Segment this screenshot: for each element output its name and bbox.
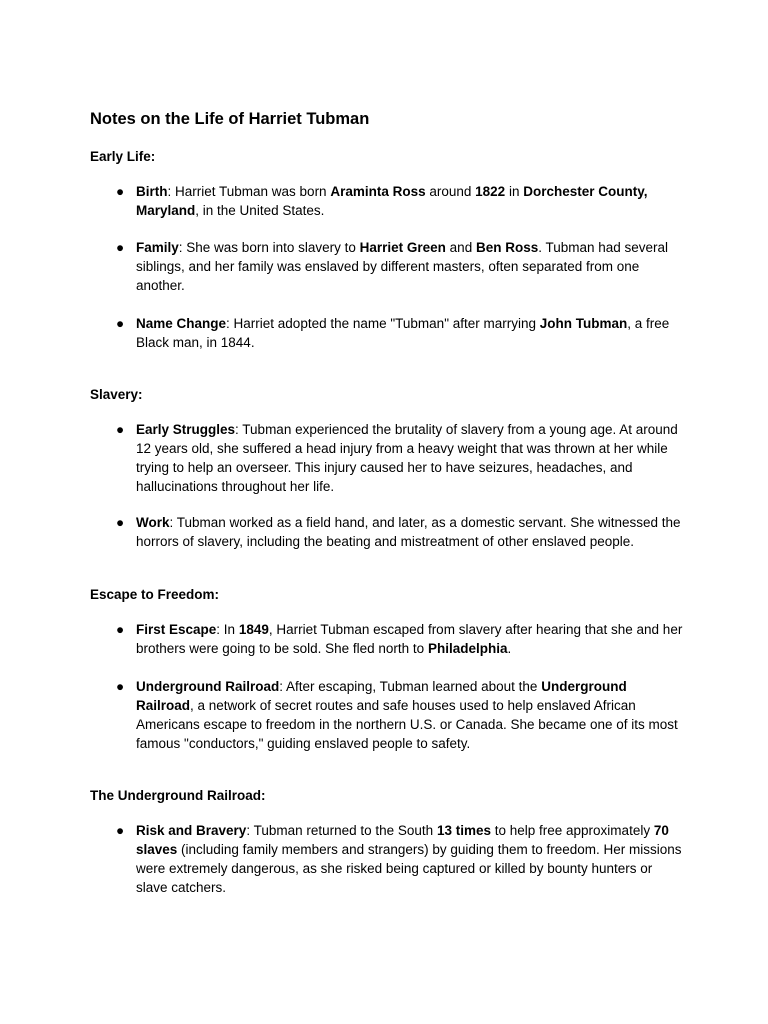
bold-text-run: Araminta Ross bbox=[330, 184, 426, 199]
text-run: : Tubman returned to the South bbox=[246, 823, 437, 838]
list-item-text bbox=[136, 314, 684, 352]
bullet-icon: ● bbox=[116, 184, 125, 199]
bullet-icon: ● bbox=[116, 515, 125, 530]
bold-text-run: 1822 bbox=[475, 184, 506, 199]
text-run: around bbox=[425, 184, 476, 199]
text-run: (including family members and strangers) by guiding them to freedom. Her missions were extremely dangerous, as she risked being captured or killed by bounty hunters or slave catchers. bbox=[136, 842, 682, 895]
bold-text-run: Work bbox=[136, 515, 170, 530]
text-run: . bbox=[507, 641, 512, 656]
list-item-text bbox=[136, 182, 684, 220]
text-run: : In bbox=[216, 622, 239, 637]
text-run: : Tubman experienced the brutality of slavery from a young age. At around 12 years old, she suffered a head injury from a heavy weight that was thrown at her while trying to help an overseer. This injury caused her to have seizures, headaches, and hallucinations throughout her life. bbox=[136, 422, 678, 494]
bold-text-run: Birth bbox=[136, 184, 168, 199]
text-run: in bbox=[505, 184, 524, 199]
text-run: : She was born into slavery to bbox=[178, 240, 360, 255]
text-run: . Tubman had several siblings, and her family was enslaved by different masters, often separated from one another. bbox=[136, 240, 669, 293]
bold-text-run: Early Struggles bbox=[136, 422, 236, 437]
list-item-text bbox=[136, 513, 684, 551]
list-item-text bbox=[136, 677, 684, 753]
section-heading-early-life: Early Life: bbox=[90, 149, 156, 164]
text-run: , Harriet Tubman escaped from slavery after hearing that she and her brothers were going to be sold. She fled north to bbox=[136, 622, 683, 656]
bold-text-run: 1849 bbox=[238, 622, 269, 637]
bold-text-run: Underground Railroad bbox=[136, 679, 280, 694]
text-run: , in the United States. bbox=[195, 203, 325, 218]
text-run: and bbox=[445, 240, 476, 255]
text-run: : Tubman worked as a field hand, and later, as a domestic servant. She witnessed the horrors of slavery, including the beating and mistreatment of other enslaved people. bbox=[136, 515, 681, 549]
page-title: Notes on the Life of Harriet Tubman bbox=[90, 110, 370, 128]
text-run: , a free Black man, in 1844. bbox=[136, 316, 670, 350]
bold-text-run: John Tubman bbox=[539, 316, 628, 331]
bullet-icon: ● bbox=[116, 316, 125, 331]
text-run: to help free approximately bbox=[490, 823, 654, 838]
bold-text-run: Name Change bbox=[136, 316, 227, 331]
list-item-text bbox=[136, 821, 684, 897]
text-run: : Harriet adopted the name "Tubman" after marrying bbox=[226, 316, 540, 331]
bold-text-run: Harriet Green bbox=[359, 240, 446, 255]
bold-text-run: Underground Railroad bbox=[136, 679, 627, 713]
bold-text-run: Risk and Bravery bbox=[136, 823, 247, 838]
bullet-icon: ● bbox=[116, 679, 125, 694]
bold-text-run: Philadelphia bbox=[427, 641, 508, 656]
bold-text-run: First Escape bbox=[136, 622, 217, 637]
list-item-text bbox=[136, 620, 684, 658]
bullet-icon: ● bbox=[116, 622, 125, 637]
text-run: : After escaping, Tubman learned about the bbox=[279, 679, 542, 694]
section-heading-the-underground-railroad: The Underground Railroad: bbox=[90, 788, 266, 803]
text-run: : Harriet Tubman was born bbox=[167, 184, 331, 199]
list-item-text bbox=[136, 420, 684, 496]
bullet-icon: ● bbox=[116, 240, 125, 255]
bold-text-run: Ben Ross bbox=[475, 240, 539, 255]
bold-text-run: Dorchester County, Maryland bbox=[136, 184, 648, 218]
text-run: , a network of secret routes and safe houses used to help enslaved African Americans escape to freedom in the northern U.S. or Canada. She became one of its most famous "conductors," guiding enslaved people to safety. bbox=[136, 698, 678, 751]
bold-text-run: 70 slaves bbox=[136, 823, 669, 857]
bullet-icon: ● bbox=[116, 823, 125, 838]
bold-text-run: Family bbox=[136, 240, 179, 255]
section-heading-escape-to-freedom: Escape to Freedom: bbox=[90, 587, 220, 602]
bullet-icon: ● bbox=[116, 422, 125, 437]
section-heading-slavery: Slavery: bbox=[90, 387, 143, 402]
list-item-text bbox=[136, 238, 684, 295]
bold-text-run: 13 times bbox=[436, 823, 491, 838]
